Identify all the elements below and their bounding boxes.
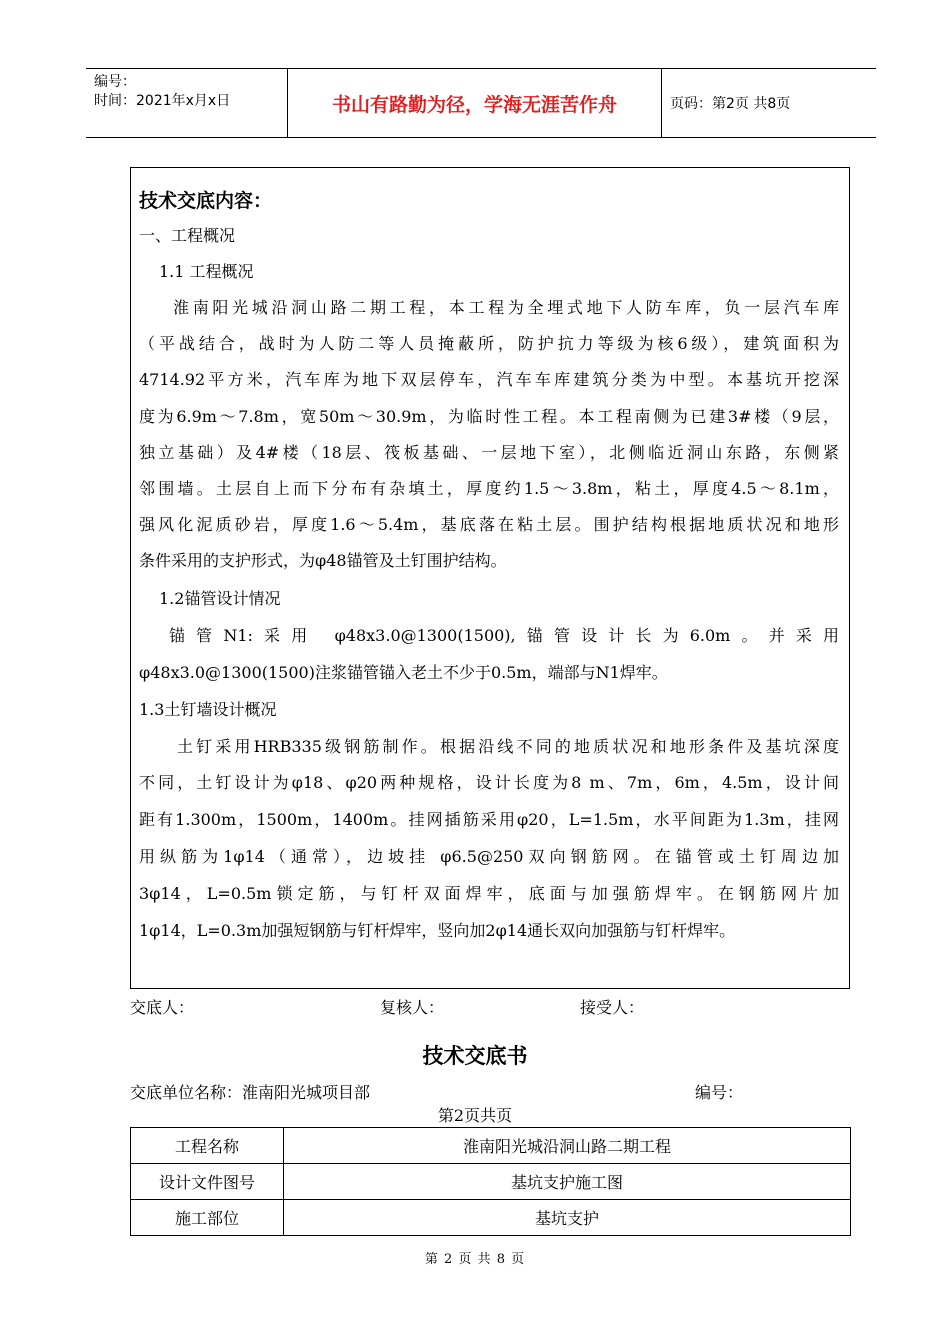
paragraph-line: 用纵筋为1φ14（通常），边坡挂 φ6.5@250双向钢筋网。在锚管或土钉周边加 <box>139 847 839 866</box>
paragraph-line: 淮南阳光城沿洞山路二期工程，本工程为全埋式地下人防车库，负一层汽车库 <box>173 298 839 317</box>
table-row <box>131 1164 851 1200</box>
subsection-title: 1.3土钉墙设计概况 <box>139 700 277 719</box>
subsection-title: 1.1 工程概况 <box>159 262 254 281</box>
paragraph-line: 距有1.300m，1500m，1400m。挂网插筋采用φ20，L=1.5m，水平间距为1.3m，挂网 <box>139 810 839 829</box>
paragraph-line: 锚管N1:采用 φ48x3.0@1300(1500),锚管设计长为6.0m。并采用 <box>169 626 839 645</box>
header-time: 时间：2021年x月x日 <box>94 93 231 109</box>
table-key: 工程名称 <box>131 1128 284 1164</box>
paragraph-line: 不同，土钉设计为φ18、φ20两种规格，设计长度为8 m、7m，6m，4.5m，设计间 <box>139 773 839 792</box>
header-meta <box>94 73 230 111</box>
paragraph-line: （平战结合，战时为人防二等人员掩蔽所，防护抗力等级为核6级），建筑面积为 <box>139 334 839 353</box>
paragraph-line: 强风化泥质砂岩，厚度1.6～5.4m，基底落在粘土层。围护结构根据地质状况和地形 <box>139 515 839 534</box>
book-title: 技术交底书 <box>422 1044 528 1068</box>
book-number: 编号： <box>695 1083 744 1102</box>
discloser-label: 交底人： <box>130 998 195 1017</box>
project-info-table <box>130 1127 851 1236</box>
paragraph-line: 3φ14，L=0.5m锁定筋，与钉杆双面焊牢，底面与加强筋焊牢。在钢筋网片加 <box>139 884 839 903</box>
receiver-label: 接受人： <box>580 998 645 1017</box>
table-value: 基坑支护 <box>284 1200 851 1236</box>
table-value: 淮南阳光城沿洞山路二期工程 <box>284 1128 851 1164</box>
book-page: 第2页共页 <box>437 1106 513 1125</box>
table-key: 施工部位 <box>131 1200 284 1236</box>
header-number: 编号： <box>94 74 136 90</box>
table-key: 设计文件图号 <box>131 1164 284 1200</box>
page-footer: 第 2 页 共 8 页 <box>424 1252 526 1267</box>
table-value: 基坑支护施工图 <box>284 1164 851 1200</box>
content-box <box>130 167 850 989</box>
paragraph-line: 条件采用的支护形式，为φ48锚管及土钉围护结构。 <box>139 551 507 570</box>
paragraph-line: 邻围墙。土层自上而下分布有杂填土，厚度约1.5～3.8m，粘土，厚度4.5～8.1m， <box>139 479 839 498</box>
header-page-info: 页码：第2页 共8页 <box>670 96 791 112</box>
section-title: 一、工程概况 <box>139 226 236 245</box>
paragraph-line: 4714.92平方米，汽车库为地下双层停车，汽车车库建筑分类为中型。本基坑开挖深 <box>139 370 839 389</box>
book-unit: 交底单位名称：淮南阳光城项目部 <box>130 1083 371 1102</box>
content-heading: 技术交底内容： <box>139 190 273 212</box>
table-row <box>131 1200 851 1236</box>
paragraph-line: 1φ14，L=0.3m加强短钢筋与钉杆焊牢，竖向加2φ14通长双向加强筋与钉杆焊牢。 <box>139 921 736 940</box>
reviewer-label: 复核人： <box>380 998 445 1017</box>
paragraph-line: 土钉采用HRB335级钢筋制作。根据沿线不同的地质状况和地形条件及基坑深度 <box>177 737 839 756</box>
header-motto-cell <box>287 69 662 137</box>
paragraph-line: 度为6.9m～7.8m，宽50m～30.9m，为临时性工程。本工程南侧为已建3#楼（9层， <box>139 407 839 426</box>
page-header <box>86 68 876 138</box>
header-motto: 书山有路勤为径，学海无涯苦作舟 <box>331 93 617 116</box>
paragraph-line: 独立基础）及4#楼（18层、筏板基础、一层地下室），北侧临近洞山东路，东侧紧 <box>139 443 839 462</box>
table-row <box>131 1128 851 1164</box>
paragraph-line: φ48x3.0@1300(1500)注浆锚管锚入老土不少于0.5m，端部与N1焊牢。 <box>139 663 668 682</box>
subsection-title: 1.2锚管设计情况 <box>159 589 281 608</box>
